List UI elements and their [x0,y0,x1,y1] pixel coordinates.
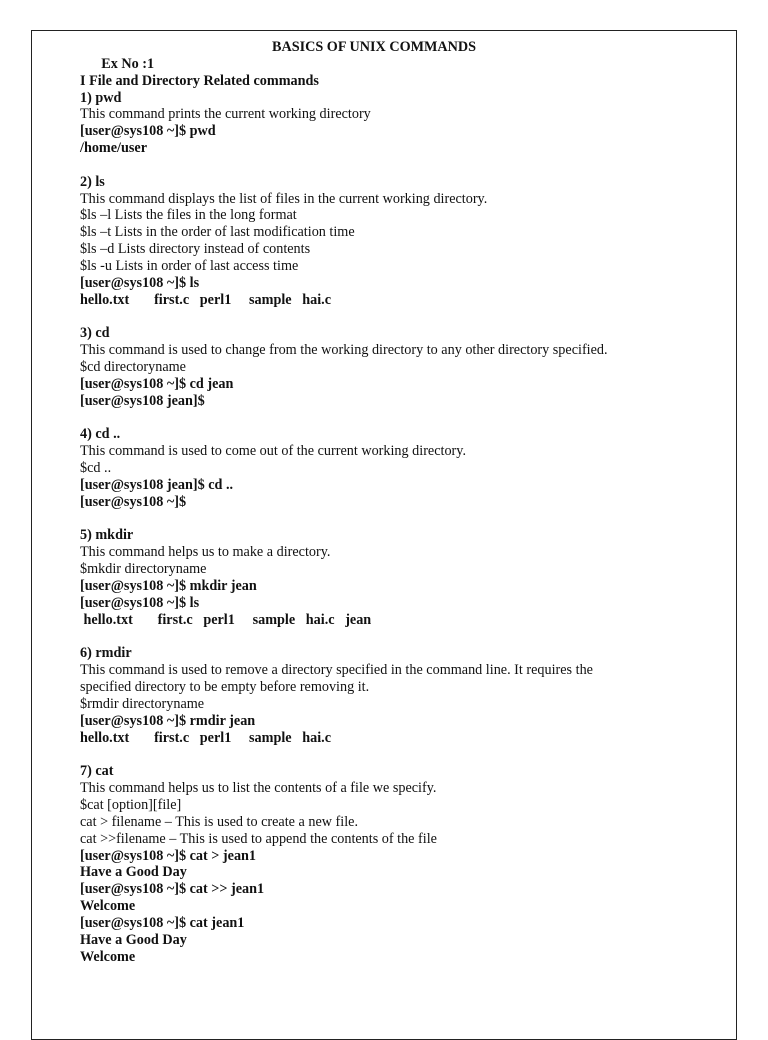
exercise-number: Ex No :1 [101,55,155,72]
command-section [80,426,720,510]
command-heading: 2) ls [80,173,105,190]
spacer [80,746,720,763]
terminal-line: [user@sys108 ~]$ cat > jean1 [80,847,257,864]
terminal-line: [user@sys108 ~]$ cat jean1 [80,914,245,931]
document-title: BASICS OF UNIX COMMANDS [272,39,477,55]
terminal-line: [user@sys108 ~]$ ls [80,274,200,291]
terminal-line: [user@sys108 ~]$ pwd [80,123,216,140]
description-line: This command is used to change from the working directory to any other directory specified. [80,342,608,359]
description-line: $ls –l Lists the files in the long format [80,207,297,224]
terminal-line: Welcome [80,948,136,965]
description-line: $ls –t Lists in the order of last modification time [80,224,355,241]
document-header [80,39,720,72]
command-heading: 1) pwd [80,89,122,106]
description-line: This command is used to come out of the current working directory. [80,443,466,460]
command-heading: 4) cd .. [80,426,121,443]
terminal-line: /home/user [80,140,147,157]
description-line: $ls -u Lists in order of last access time [80,257,299,274]
command-heading: 6) rmdir [80,645,132,662]
terminal-line: hello.txt first.c perl1 sample hai.c [80,291,332,308]
spacer [80,410,720,427]
description-line: This command helps us to list the contents of a file we specify. [80,780,437,797]
description-line: $cd .. [80,460,112,477]
terminal-line: Welcome [80,898,136,915]
terminal-line: [user@sys108 ~]$ cd jean [80,375,234,392]
description-line: This command displays the list of files in the current working directory. [80,190,488,207]
description-line: $rmdir directoryname [80,695,205,712]
description-line: cat >>filename – This is used to append the contents of the file [80,830,437,847]
spacer [80,629,720,646]
terminal-line: [user@sys108 ~]$ ls [80,594,200,611]
terminal-line: [user@sys108 ~]$ cat >> jean1 [80,881,265,898]
terminal-line: [user@sys108 ~]$ mkdir jean [80,578,257,594]
terminal-line: [user@sys108 jean]$ [80,392,205,409]
command-section [80,527,720,628]
description-line: specified directory to be empty before removing it. [80,679,370,696]
terminal-line: Have a Good Day [80,931,187,948]
spacer [80,56,720,73]
command-section [80,174,720,309]
command-section [80,325,720,409]
description-line: cat > filename – This is used to create a new file. [80,813,358,830]
description-line: This command prints the current working directory [80,106,371,123]
terminal-line: hello.txt first.c perl1 sample hai.c [80,729,332,746]
description-line: This command helps us to make a directory. [80,544,331,561]
terminal-line: [user@sys108 ~]$ [80,493,187,510]
command-heading: 5) mkdir [80,527,134,544]
description-line: $mkdir directoryname [80,561,207,578]
command-section [80,763,720,965]
command-list [80,90,720,966]
section-title: I File and Directory Related commands [80,72,319,89]
description-line: This command is used to remove a directory specified in the command line. It requires the [80,662,593,679]
command-heading: 3) cd [80,325,110,342]
description-line: $ls –d Lists directory instead of contents [80,241,311,258]
terminal-line: [user@sys108 ~]$ rmdir jean [80,712,256,729]
document-page [31,30,737,1040]
description-line: $cd directoryname [80,359,186,376]
terminal-line: Have a Good Day [80,864,187,881]
description-line: $cat [option][file] [80,796,182,813]
command-section [80,90,720,157]
command-section [80,645,720,746]
spacer [80,511,720,528]
spacer [80,157,720,174]
spacer [80,309,720,326]
terminal-line: hello.txt first.c perl1 sample hai.c jean [80,611,372,628]
terminal-line: [user@sys108 jean]$ cd .. [80,476,234,493]
document-content [80,39,720,965]
command-heading: 7) cat [80,763,114,780]
